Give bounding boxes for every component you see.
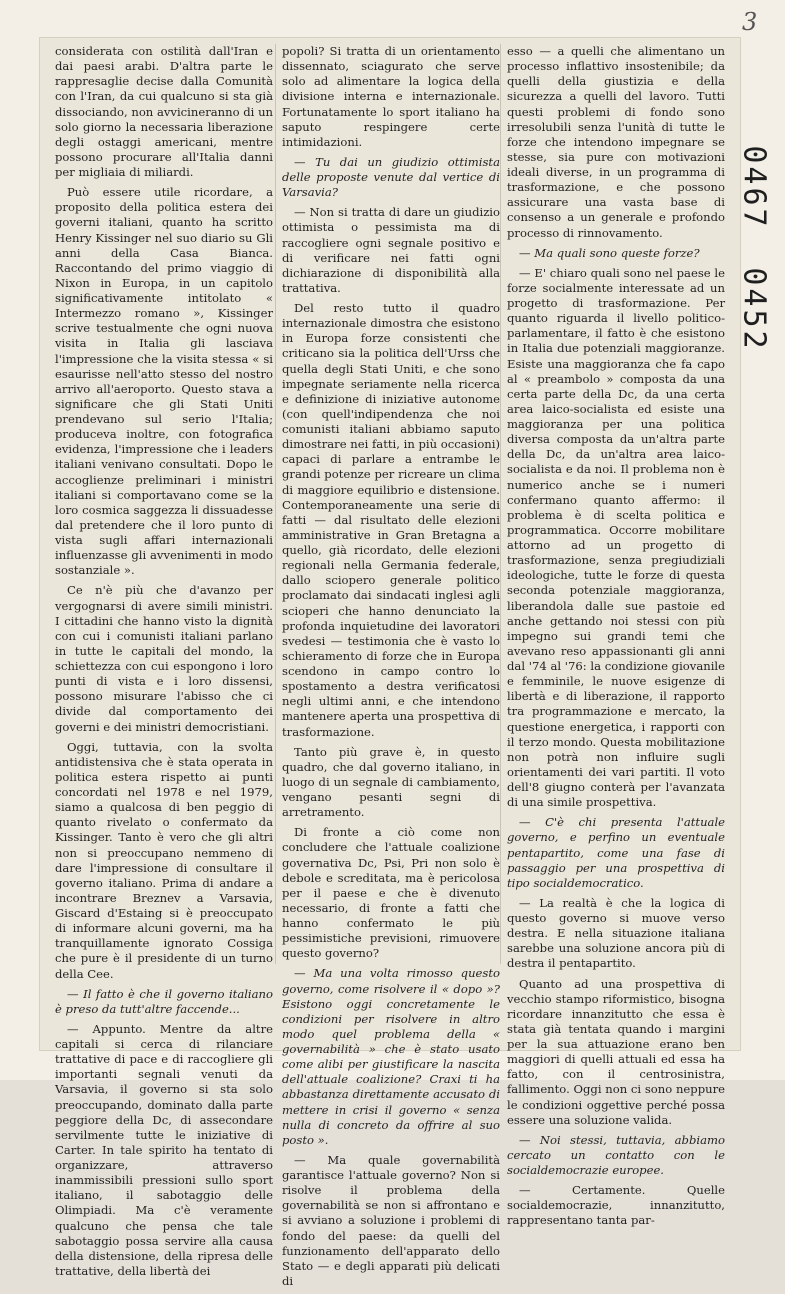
text-column-1 xyxy=(55,44,273,1284)
interview-question: — Noi stessi, tuttavia, abbiamo cercato un contatto con le socialdemocrazie europee. xyxy=(507,1132,725,1177)
article-paragraph: Del resto tutto il quadro internazionale dimostra che esistono in Europa forze consistenti che criticano sia la politica dell'Urss che quella degli Stati Uniti, e che sono impegnate seriamente nella ricerca e definizione di iniziative autonome (con quell'indipendenza che noi comunisti italiani abbiamo saputo dimostrare nei fatti, in più occasioni) capaci di parlare a entrambe le grandi potenze per ricreare un clima di maggiore equilibrio e distensione. Contemporaneamente una serie di fatti — dal risultato delle elezioni amministrative in Gran Bretagna a quello, già ricordato, delle elezioni regionali nella Germania federale, dallo sciopero generale politico proclamato dai sindacati inglesi agli scioperi che hanno denunciato la profonda inquietudine dei lavoratori svedesi — testimonia che è vasto lo schieramento di forze che in Europa scendono in campo contro lo spostamento a destra verificatosi negli ultimi anni, e che intendono mantenere aperta una prospettiva di trasformazione. xyxy=(282,301,500,739)
article-paragraph: — Non si tratta di dare un giudizio ottimista o pessimista ma di raccogliere ogni segnale positivo e di verificare nei fatti ogni dichiarazione di disponibilità alla trattativa. xyxy=(282,205,500,295)
article-paragraph: — Appunto. Mentre da altre capitali si cerca di rilanciare trattative di pace e di raccogliere gli importanti segnali venuti da Varsavia, il governo si sta solo preoccupando, dominato dalla parte peggiore della Dc, di assecondare servilmente tutte le iniziative di Carter. In tale spirito ha tentato di organizzare, attraverso inammissibili pressioni sullo sport italiano, il sabotaggio delle Olimpiadi. Ma c'è veramente qualcuno che pensa che tale sabotaggio possa servire alla causa della distensione, della ripresa delle trattative, della libertà dei xyxy=(55,1021,273,1278)
article-paragraph: Quanto ad una prospettiva di vecchio stampo riformistico, bisogna ricordare innanzitutto che essa è stata già tentata quando i margini per la sua attuazione erano ben maggiori di quelli attuali ed essa ha fatto, con il centrosinistra, fallimento. Oggi non ci sono neppure le condizioni oggettive perché possa essere una soluzione valida. xyxy=(507,976,725,1127)
article-paragraph: Ce n'è più che d'avanzo per vergognarsi di avere simili ministri. I cittadini che hanno visto la dignità con cui i comunisti italiani parlano in tutte le capitali del mondo, la schiettezza con cui espongono i loro punti di vista e i loro dissensi, possono misurare l'abisso che ci divide dal comportamento dei governi e dei ministri democristiani. xyxy=(55,583,273,734)
interview-question: — Il fatto è che il governo italiano è preso da tutt'altre faccende... xyxy=(55,986,274,1016)
archive-stamp-number: 0467 xyxy=(736,145,772,230)
text-column-2 xyxy=(282,44,500,1294)
text-column-3 xyxy=(507,44,725,1234)
corner-page-number: 3 xyxy=(742,8,758,36)
interview-question: — C'è chi presenta l'attuale governo, e perfino un eventuale pentapartito, come una fase di passaggio per una prospettiva di tipo socialdemocratico. xyxy=(507,815,726,890)
article-paragraph: Oggi, tuttavia, con la svolta antidistensiva che è stata operata in politica estera rispetto ai punti concordati nel 1978 e nel 1979, siamo a qualcosa di ben peggio di quanto rivelato o confermato da Kissinger. Tanto è vero che gli altri non si preoccupano nemmeno di dare l'impressione di consultare il governo italiano. Prima di andare a incontrare Breznev a Varsavia, Giscard d'Estaing si è preoccupato di informare alcuni governi, ma ha tranquillamente ignorato Cossiga che pure è il presidente di un turno della Cee. xyxy=(55,739,273,981)
article-paragraph: — Certamente. Quelle socialdemocrazie, innanzitutto, rappresentano tanta par- xyxy=(507,1183,725,1228)
interview-question: — Ma quali sono queste forze? xyxy=(519,245,700,260)
article-paragraph: Può essere utile ricordare, a proposito della politica estera dei governi italiani, quanto ha scritto Henry Kissinger nel suo diario su Gli anni della Casa Bianca. Raccontando del primo viaggio di Nixon in Europa, in un capitolo significativamente intitolato « Intermezzo romano », Kissinger scrive testualmente che ogni nuova visita in Italia gli lasciava l'impressione che la visita stessa « si esaurisse nell'atto stesso del nostro arrivo all'aeroporto. Questo stava a significare che gli Stati Uniti prendevano sul serio l'Italia; produceva inoltre, con fotografica evidenza, l'impressione che i leaders italiani venivano consultati. Dopo le accoglienze preliminari i ministri italiani si comportavano come se la loro cosmica saggezza li dissuadesse dal pretendere che il loro punto di vista sugli affari internazionali influenzasse gli avvenimenti in modo sostanziale ». xyxy=(55,185,273,578)
article-paragraph: — Ma quale governabilità garantisce l'attuale governo? Non si risolve il problema della governabilità se non si affrontano e si avviano a soluzione i problemi di fondo del paese: da quelli del funzionamento dell'apparato dello Stato — e degli apparati più delicati di xyxy=(282,1152,500,1288)
archive-stamp-number: 0452 xyxy=(736,267,772,352)
article-paragraph: esso — a quelli che alimentano un processo inflattivo insostenibile; da quelli della giustizia e della sicurezza a quelli del lavoro. Tutti questi problemi di fondo sono irresolubili senza l'unità di tutte le forze che intendono impegnare se stesse, sia pure con motivazioni ideali diverse, in un programma di trasformazione, e che possono assicurare una vasta base di consenso a un generale e profondo processo di rinnovamento. xyxy=(507,44,725,240)
article-paragraph: popoli? Si tratta di un orientamento dissennato, sciagurato che serve solo ad alimentare la logica della divisione interna e internazionale. Fortunatamente lo sport italiano ha saputo respingere certe intimidazioni. xyxy=(282,44,500,149)
article-paragraph: — E' chiaro quali sono nel paese le forze socialmente interessate ad un progetto di trasformazione. Per quanto riguarda il livello politico-parlamentare, il fatto è che esistono in Italia due potenziali maggioranze. Esiste una maggioranza che fa capo al « preambolo » composta da una certa parte della Dc, da una certa area laico-socialista ed esiste una maggioranza per una politica diversa composta da un'altra parte della Dc, da un'altra area laico-socialista e da noi. Il problema non è numerico anche se i numeri confermano quanto affermo: il problema è di scelta politica e programmatica. Occorre mobilitare attorno ad un progetto di trasformazione, senza pregiudiziali ideologiche, tutte le forze di questa seconda potenziale maggioranza, liberandola dalle sue pastoie ed anche gettando noi stessi con più impegno sui grandi temi che avevano reso appassionanti gli anni dal '74 al '76: la condizione giovanile e femminile, le nuove esigenze di libertà e di liberazione, il rapporto tra programmazione e mercato, la questione energetica, i rapporti con il terzo mondo. Questa mobilitazione non potrà non influire sugli orientamenti dei vari partiti. Il voto dell'8 giugno conterà per l'avanzata di una simile prospettiva. xyxy=(507,265,725,810)
article-paragraph: considerata con ostilità dall'Iran e dai paesi arabi. D'altra parte le rappresaglie decise dalla Comunità con l'Iran, da cui qualcuno si sta già dissociando, non avvicineranno di un solo giorno la necessaria liberazione degli ostaggi americani, mentre possono procurare all'Italia danni per migliaia di miliardi. xyxy=(55,44,274,179)
article-paragraph: Di fronte a ciò come non concludere che l'attuale coalizione governativa Dc, Psi, Pri non solo è debole e screditata, ma è pericolosa per il paese e che è divenuto necessario, di fronte a fatti che hanno confermato le più pessimistiche previsioni, rimuovere questo governo? xyxy=(282,825,500,961)
interview-question: — Ma una volta rimosso questo governo, come risolvere il « dopo »? Esistono oggi concretamente le condizioni per risolvere in altro modo quel problema della « governabilità » che è stato usato come alibi per giustificare la nascita dell'attuale coalizione? Craxi ti ha abbastanza direttamente accusato di mettere in crisi il governo « senza nulla di concreto da offrire al suo posto ». xyxy=(282,966,500,1147)
article-paragraph: Tanto più grave è, in questo quadro, che dal governo italiano, in luogo di un segnale di cambiamento, vengano pesanti segni di arretramento. xyxy=(282,744,500,820)
column-divider xyxy=(500,44,501,964)
column-divider xyxy=(275,44,276,964)
interview-question: — Tu dai un giudizio ottimista delle proposte venute dal vertice di Varsavia? xyxy=(282,154,500,200)
article-paragraph: — La realtà è che la logica di questo governo si muove verso destra. E nella situazione italiana sarebbe una soluzione ancora più di destra il pentapartito. xyxy=(507,895,725,971)
